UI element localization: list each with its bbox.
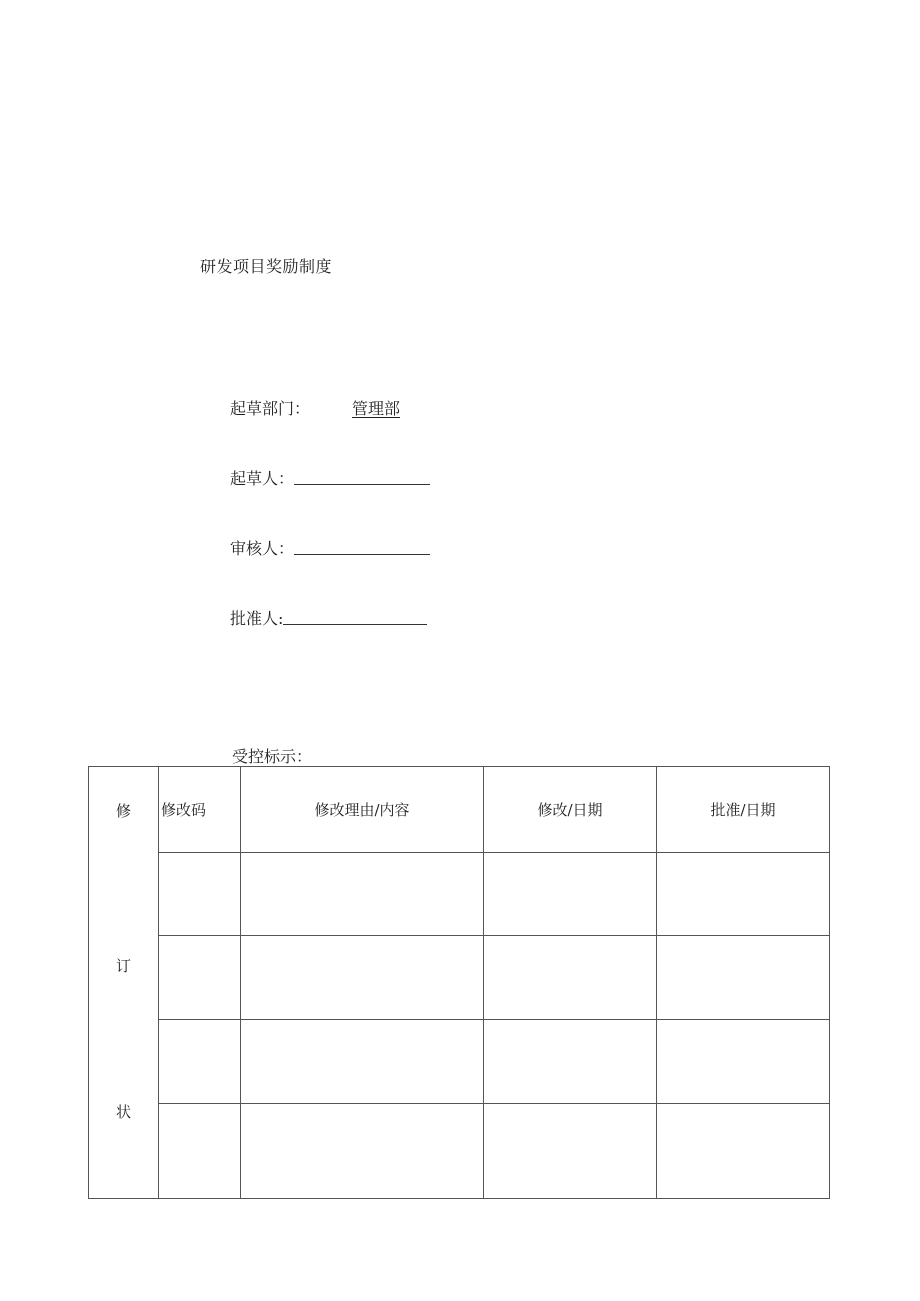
- table-cell: [657, 1104, 830, 1199]
- drafter-label: 起草人：: [230, 469, 295, 488]
- department-value: 管理部: [352, 399, 401, 418]
- table-cell: [241, 853, 484, 936]
- header-modify-date: 修改/日期: [484, 767, 657, 853]
- document-title: 研发项目奖励制度: [200, 257, 333, 276]
- side-char-2: 订: [115, 957, 131, 975]
- approver-label: 批准人:: [230, 609, 284, 628]
- table-cell: [159, 1104, 241, 1199]
- table-row: [89, 936, 830, 1020]
- table-row: [89, 1104, 830, 1199]
- table-cell: [159, 936, 241, 1020]
- table-cell: [657, 1020, 830, 1104]
- reviewer-blank: [294, 553, 430, 555]
- table-cell: [159, 853, 241, 936]
- table-cell: [241, 1104, 484, 1199]
- table-cell: [241, 936, 484, 1020]
- table-cell: [484, 853, 657, 936]
- department-label: 起草部门：: [230, 399, 311, 418]
- table-cell: [484, 936, 657, 1020]
- drafter-blank: [294, 483, 430, 485]
- reviewer-label: 审核人：: [230, 539, 295, 558]
- drafter-row: [230, 466, 430, 489]
- table-cell: [657, 853, 830, 936]
- table-cell: [484, 1104, 657, 1199]
- side-char-3: 状: [115, 1103, 131, 1121]
- approver-blank: [283, 623, 427, 625]
- table-cell: [159, 1020, 241, 1104]
- table-row: [89, 1020, 830, 1104]
- approver-row: [230, 606, 427, 629]
- table-cell: [241, 1020, 484, 1104]
- header-reason-content: 修改理由/内容: [241, 767, 484, 853]
- reviewer-row: [230, 536, 430, 559]
- revision-status-side-label: [89, 767, 159, 1199]
- table-row: [89, 853, 830, 936]
- control-mark-label: 受控标示：: [232, 747, 313, 766]
- header-modification-code: 修改码: [159, 767, 241, 853]
- header-approve-date: 批准/日期: [657, 767, 830, 853]
- table-cell: [657, 936, 830, 1020]
- side-char-1: 修: [115, 802, 131, 820]
- department-row: [230, 396, 400, 419]
- revision-table: [88, 766, 830, 1199]
- table-cell: [484, 1020, 657, 1104]
- table-header-row: [89, 767, 830, 853]
